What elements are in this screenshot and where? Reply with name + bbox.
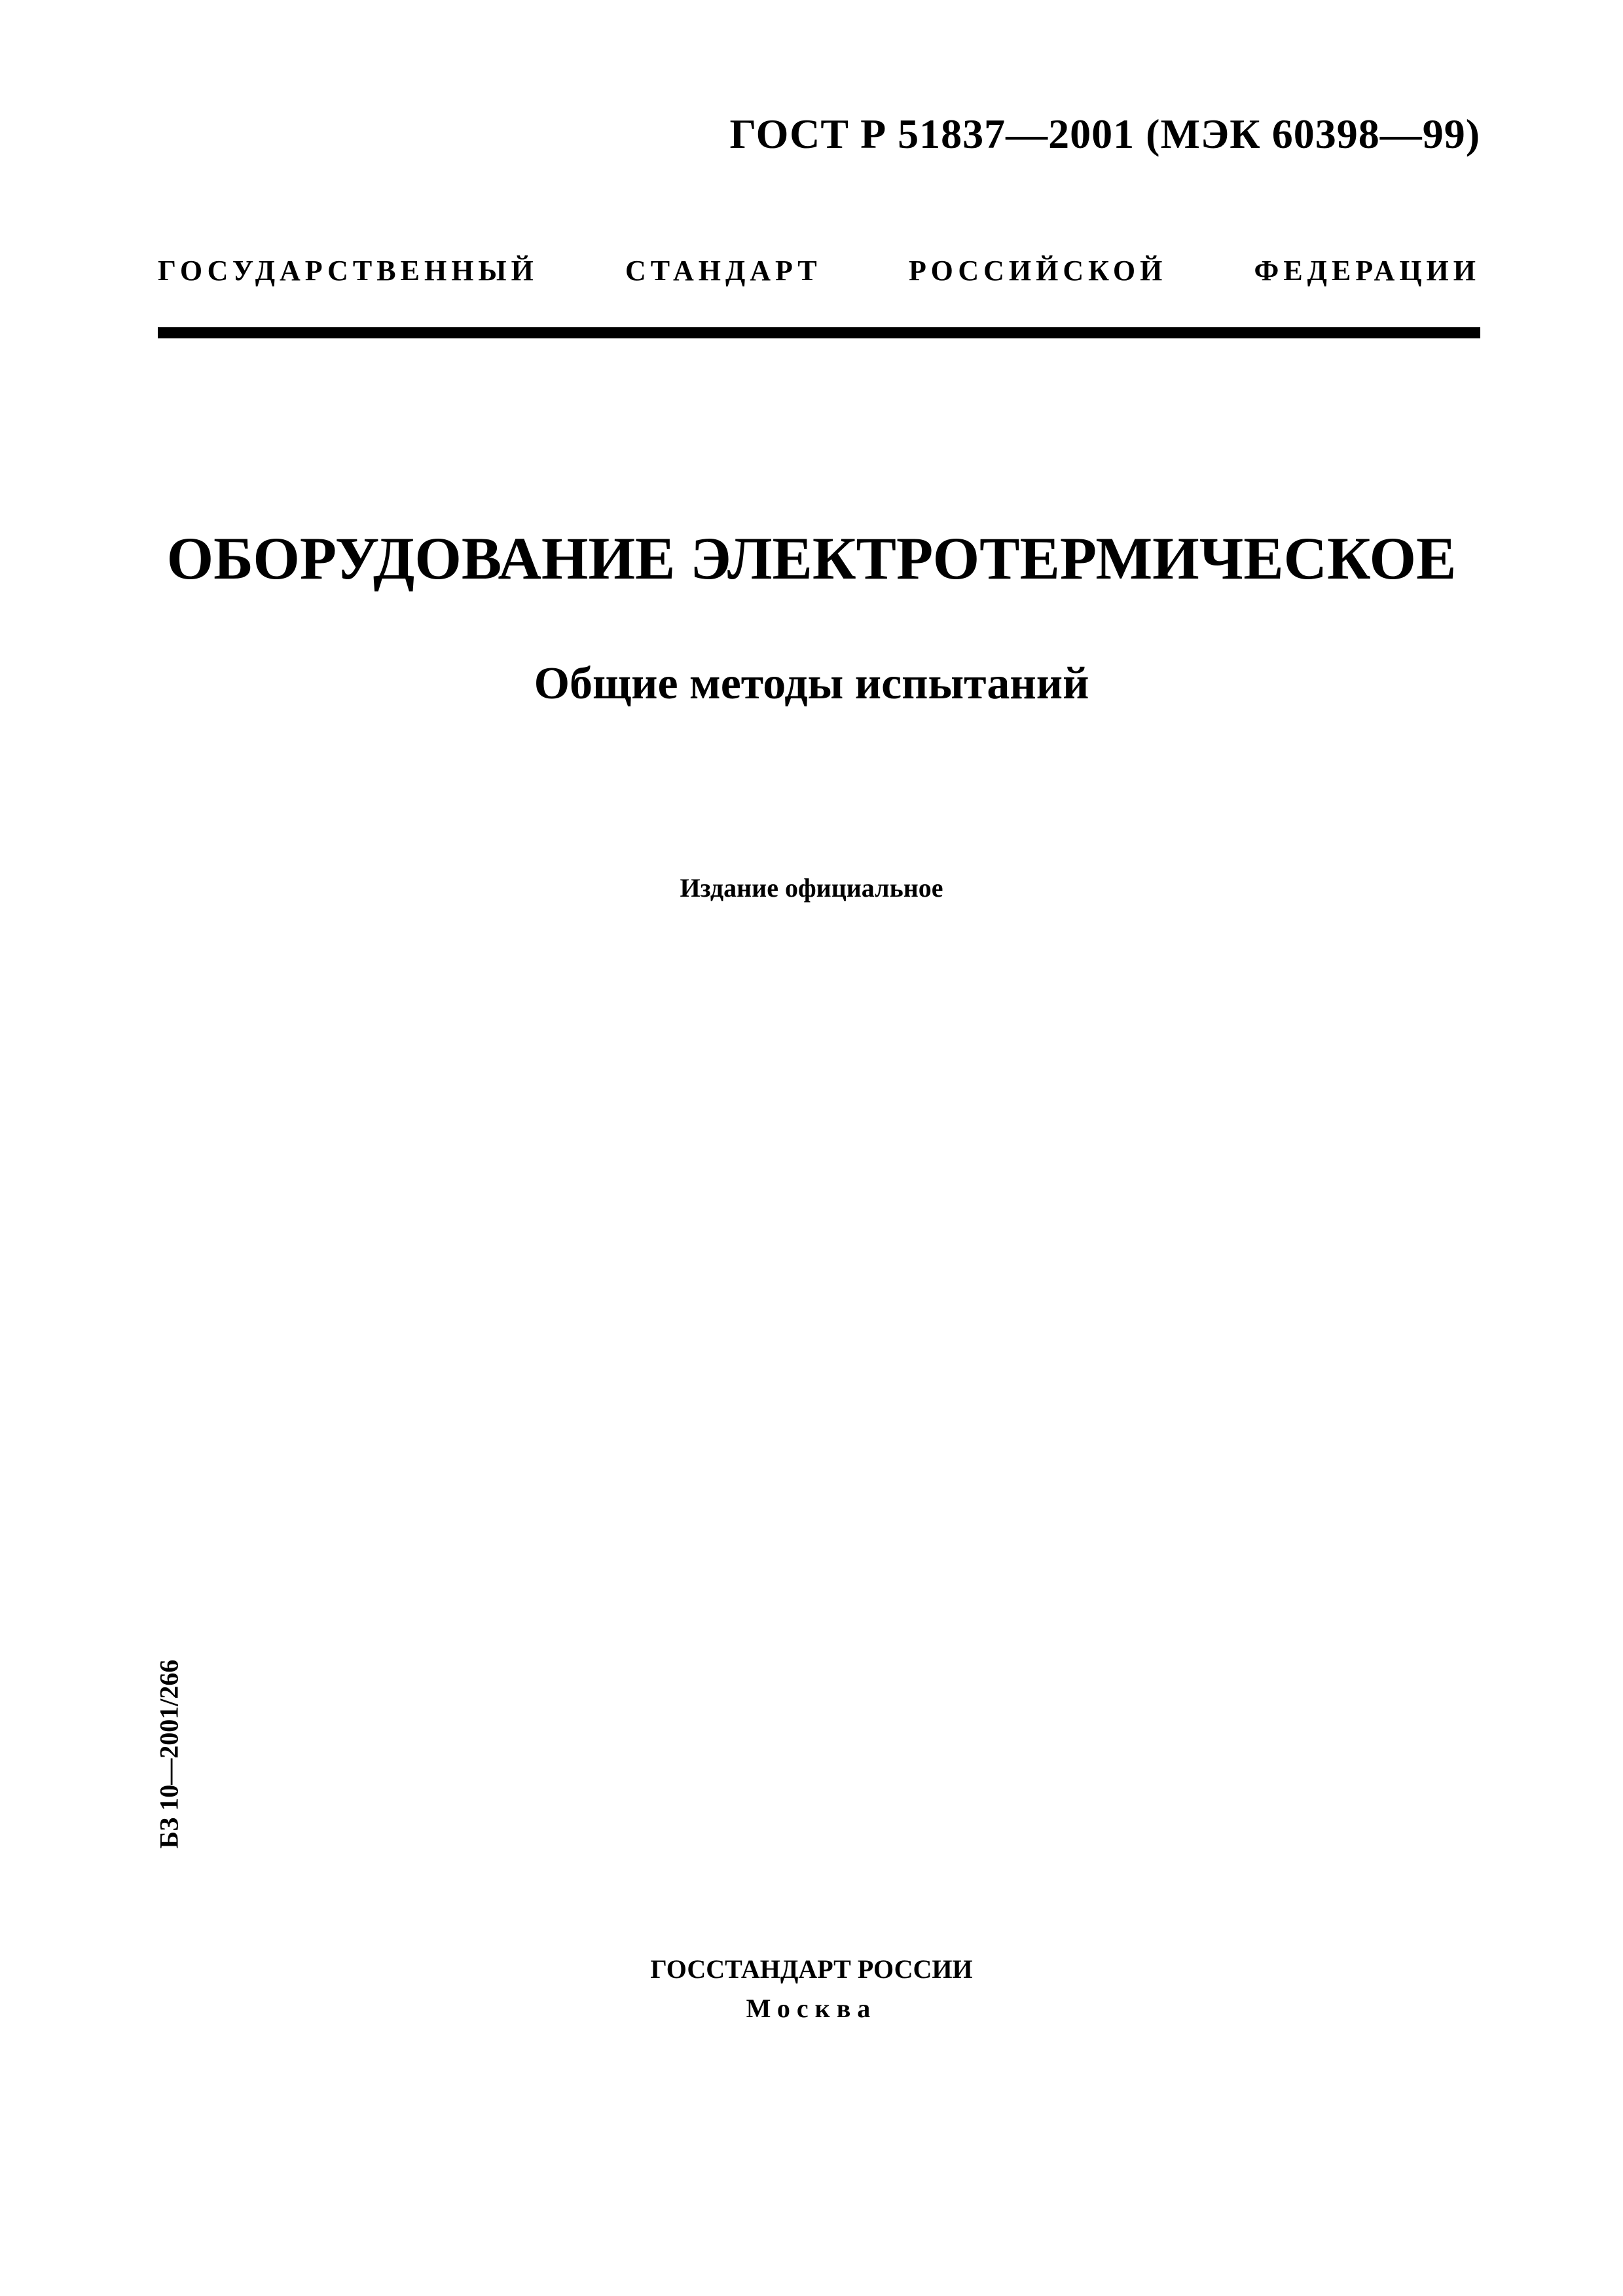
document-designation: ГОСТ Р 51837—2001 (МЭК 60398—99) (729, 111, 1480, 157)
document-subtitle: Общие методы испытаний (534, 658, 1089, 709)
side-code-container (143, 1646, 195, 1862)
side-code: БЗ 10—2001/266 (154, 1659, 184, 1849)
document-title: ОБОРУДОВАНИЕ ЭЛЕКТРОТЕРМИЧЕСКОЕ (166, 525, 1457, 592)
state-standard-header: ГОСУДАРСТВЕННЫЙ СТАНДАРТ РОССИЙСКОЙ ФЕДЕРАЦИИ (158, 255, 1480, 287)
header-rule (158, 327, 1480, 338)
edition-note: Издание официальное (680, 873, 943, 903)
publisher-name: ГОССТАНДАРТ РОССИИ (650, 1954, 973, 1984)
publication-city: Москва (746, 1994, 877, 2023)
